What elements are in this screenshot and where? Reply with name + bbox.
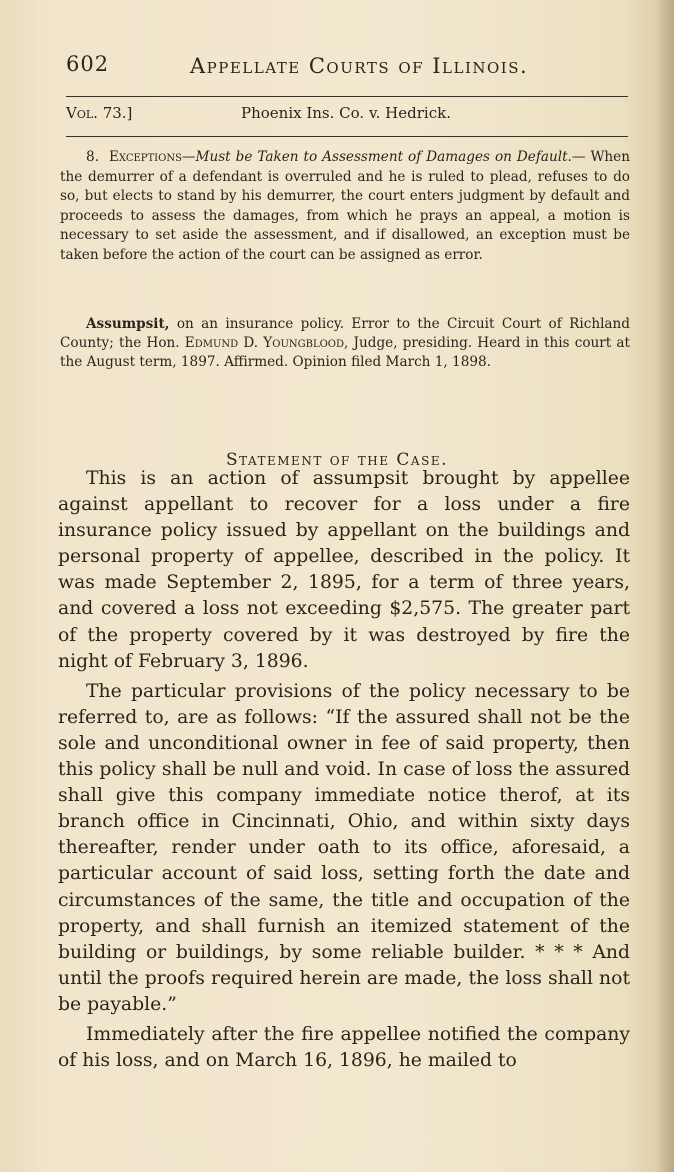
case-synopsis: [60, 315, 630, 372]
running-title: Appellate Courts of Illinois.: [190, 54, 529, 78]
headnote-paragraph: [60, 148, 630, 266]
synopsis-action: Assumpsit,: [86, 316, 170, 332]
running-head: [66, 52, 586, 82]
synopsis-paragraph: [60, 315, 630, 372]
synopsis-judge: Edmund D. Youngblood: [184, 335, 345, 351]
headnote: [60, 148, 630, 266]
headnote-text: — When the demurrer of a defendant is overruled and he is ruled to plead, refuses to do so, but elects to stand by his demurrer, the court enters judgment by default and proceeds to assess the damages, from which he prays an appeal, a motion is necessary to set aside the assessment, and if disallowed, an exception must be taken before the action of the court can be assigned as error.: [60, 149, 630, 263]
opinion-paragraph: This is an action of assumpsit brought by appellee against appellant to recover for a loss under a fire insurance policy issued by appellant on the buildings and personal property of appellee, described in the policy. It was made September 2, 1895, for a term of three years, and covered a loss not exceeding $2,575. The greater part of the property covered by it was destroyed by fire the night of February 3, 1896.: [58, 468, 630, 672]
volume-reference: Vol. 73.]: [66, 104, 133, 122]
case-title: Phoenix Ins. Co. v. Hedrick.: [241, 104, 451, 122]
headnote-number: 8.: [86, 149, 99, 165]
header-rule-bottom: [66, 136, 628, 137]
opinion-body: [58, 466, 630, 1074]
statement-heading: Statement of the Case.: [226, 450, 448, 470]
synopsis-text-2: , Judge, presiding. Heard in this court at the August term, 1897. Affirmed. Opinion filed March 1, 1898.: [60, 335, 630, 370]
case-head: [66, 104, 626, 130]
headnote-lead: Exceptions—: [108, 149, 196, 165]
synopsis-text-1: on an insurance policy. Error to the Circuit Court of Richland County; the Hon.: [60, 316, 630, 351]
opinion-paragraph: The particular provisions of the policy necessary to be referred to, are as follows: “If the assured shall not be the sole and unconditional owner in fee of said property, then this policy shall be null and void. In case of loss the assured shall give this company immediate notice therof, at its branch office in Cincinnati, Ohio, and within sixty days thereafter, render under oath to its office, aforesaid, a particular account of said loss, setting forth the date and circumstances of the same, the title and occupation of the property, and shall furnish an itemized statement of the building or buildings, by some reliable builder. * * * And until the proofs required herein are made, the loss shall not be payable.”: [58, 680, 630, 1015]
opinion-paragraph: Immediately after the fire appellee notified the company of his loss, and on March 16, 1896, he mailed to: [58, 1023, 630, 1072]
headnote-topic: Must be Taken to Assessment of Damages on Default.: [195, 149, 572, 165]
header-rule-top: [66, 96, 628, 97]
page-edge-shadow: [656, 0, 674, 1172]
page-number: 602: [66, 52, 110, 76]
